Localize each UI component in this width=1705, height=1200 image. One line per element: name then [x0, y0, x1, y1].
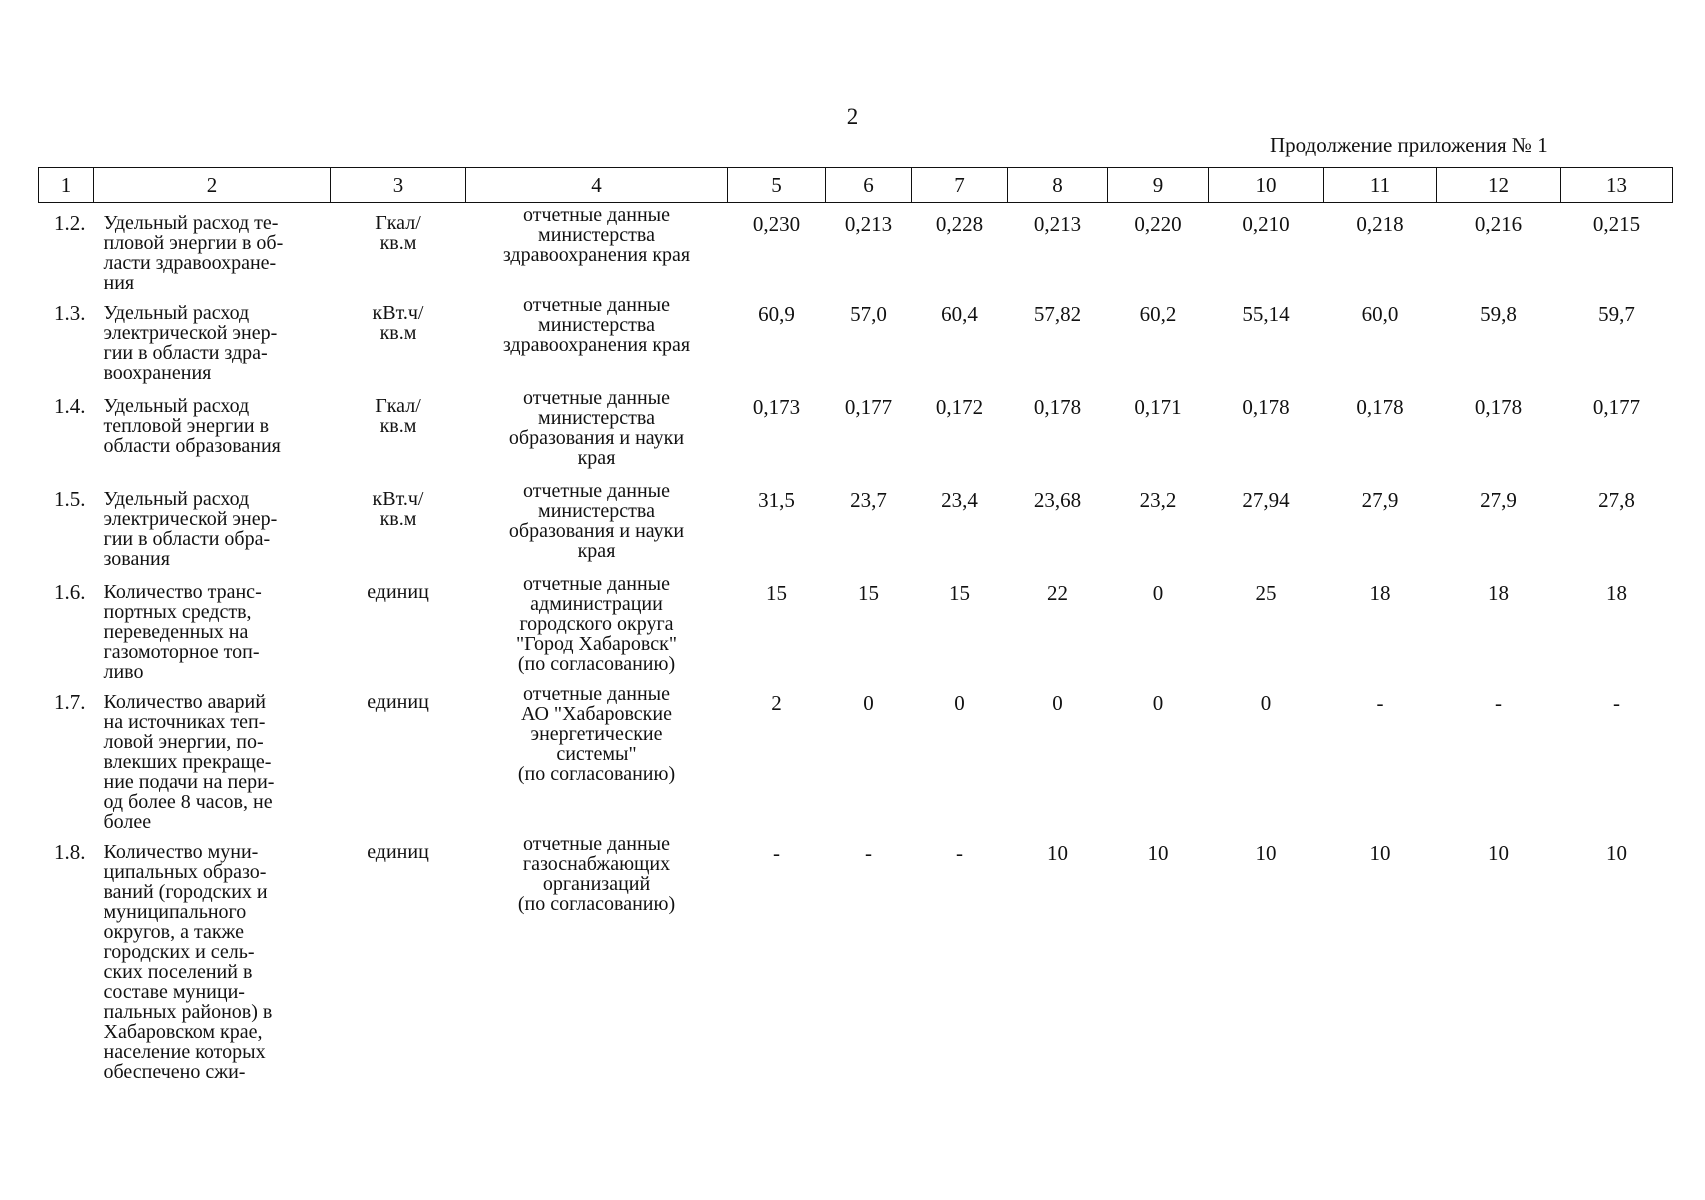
value-col-5: 15	[766, 581, 787, 605]
indicator-name: Количество аварий на источниках теп- ловой энергии, по- влекших прекраще- ние подачи на пери- од более 8 часов, не более	[103, 691, 275, 833]
value-col-10: 25	[1255, 581, 1277, 605]
appendix-note: Продолжение приложения № 1	[1270, 133, 1548, 157]
data-source: отчетные данные газоснабжающих организаций (по согласованию)	[517, 833, 676, 915]
value-col-6: 23,7	[850, 488, 887, 512]
indicator-table-grid	[38, 167, 1673, 1082]
unit-of-measure: единиц	[367, 841, 429, 863]
value-col-6: -	[865, 841, 872, 865]
value-col-13: 18	[1606, 581, 1627, 605]
value-col-13: -	[1613, 691, 1620, 715]
value-col-8: 0,213	[1033, 212, 1082, 236]
value-col-8: 0,178	[1033, 395, 1082, 419]
header-col-3: 3	[331, 168, 466, 203]
table-row	[39, 832, 1673, 1082]
row-number: 1.8.	[54, 840, 86, 864]
row-number: 1.6.	[54, 580, 86, 604]
value-col-13: 10	[1606, 841, 1627, 865]
data-source: отчетные данные министерства образования и науки края	[508, 480, 685, 562]
value-col-9: 0,171	[1134, 395, 1182, 419]
value-col-11: 0,178	[1356, 395, 1404, 419]
header-col-8: 8	[1008, 168, 1108, 203]
data-source: отчетные данные АО "Хабаровские энергетические системы" (по согласованию)	[517, 683, 676, 785]
value-col-6: 0,177	[844, 395, 893, 419]
unit-of-measure: Гкал/ кв.м	[375, 395, 421, 437]
data-source: отчетные данные министерства образования и науки края	[508, 387, 685, 469]
value-col-6: 15	[858, 581, 879, 605]
value-col-12: 59,8	[1480, 302, 1517, 326]
row-number: 1.7.	[54, 690, 86, 714]
value-col-12: 18	[1488, 581, 1509, 605]
header-col-4: 4	[466, 168, 728, 203]
value-col-9: 0	[1152, 691, 1164, 715]
header-col-5: 5	[728, 168, 826, 203]
unit-of-measure: единиц	[367, 581, 429, 603]
value-col-12: 0,216	[1474, 212, 1523, 236]
value-col-12: 0,178	[1474, 395, 1523, 419]
unit-of-measure: Гкал/ кв.м	[375, 212, 421, 254]
unit-of-measure: кВт.ч/ кв.м	[372, 302, 424, 344]
value-col-8: 0	[1052, 691, 1063, 715]
value-col-5: 0,173	[752, 395, 801, 419]
value-col-8: 57,82	[1033, 302, 1082, 326]
value-col-13: 0,215	[1592, 212, 1641, 236]
header-row	[39, 168, 1673, 203]
value-col-9: 0,220	[1134, 212, 1182, 236]
unit-of-measure: единиц	[367, 691, 429, 713]
indicator-name: Удельный расход электрической энер- гии в области обра- зования	[103, 488, 278, 570]
value-col-10: 0	[1260, 691, 1272, 715]
value-col-5: 2	[771, 691, 782, 715]
page-number: 2	[846, 104, 859, 129]
indicator-name: Удельный расход те- пловой энергии в об- ласти здравоохране- ния	[103, 212, 284, 294]
value-col-10: 27,94	[1242, 488, 1290, 512]
value-col-7: 0	[954, 691, 965, 715]
value-col-8: 10	[1047, 841, 1068, 865]
header-col-2: 2	[94, 168, 331, 203]
indicator-name: Количество транс- портных средств, переведенных на газомоторное топ- ливо	[103, 581, 262, 683]
header-col-9: 9	[1108, 168, 1209, 203]
table-row	[39, 479, 1673, 572]
value-col-10: 55,14	[1242, 302, 1290, 326]
header-col-10: 10	[1209, 168, 1324, 203]
value-col-7: -	[956, 841, 963, 865]
value-col-5: 60,9	[758, 302, 795, 326]
value-col-13: 27,8	[1598, 488, 1635, 512]
row-number: 1.2.	[54, 211, 86, 235]
value-col-11: 18	[1369, 581, 1391, 605]
indicator-table	[38, 167, 1672, 1082]
value-col-5: -	[773, 841, 780, 865]
indicator-name: Количество муни- ципальных образо- ваний (городских и муниципального округов, а также городских и сель- ских поселений в составе муници- пальных районов) в Хабаровском крае, население которых обеспечено сжи-	[103, 841, 273, 1083]
header-col-12: 12	[1437, 168, 1561, 203]
table-row	[39, 682, 1673, 832]
value-col-7: 0,228	[935, 212, 984, 236]
header-col-1: 1	[39, 168, 94, 203]
value-col-10: 0,210	[1242, 212, 1290, 236]
value-col-12: 10	[1488, 841, 1509, 865]
value-col-11: 60,0	[1361, 302, 1399, 326]
row-number: 1.5.	[54, 487, 86, 511]
value-col-12: 27,9	[1480, 488, 1517, 512]
value-col-7: 60,4	[941, 302, 978, 326]
value-col-10: 10	[1255, 841, 1277, 865]
value-col-8: 23,68	[1033, 488, 1082, 512]
value-col-10: 0,178	[1242, 395, 1290, 419]
table-body	[39, 203, 1673, 1083]
table-row	[39, 293, 1673, 386]
header-col-6: 6	[826, 168, 912, 203]
value-col-13: 0,177	[1592, 395, 1641, 419]
value-col-11: 0,218	[1356, 212, 1404, 236]
value-col-11: -	[1376, 691, 1384, 715]
value-col-13: 59,7	[1598, 302, 1635, 326]
header-col-7: 7	[912, 168, 1008, 203]
table-row	[39, 203, 1673, 294]
table-row	[39, 572, 1673, 682]
header-col-11: 11	[1324, 168, 1437, 203]
value-col-11: 10	[1369, 841, 1391, 865]
header-col-13: 13	[1561, 168, 1673, 203]
value-col-11: 27,9	[1361, 488, 1399, 512]
table-row	[39, 386, 1673, 479]
value-col-5: 0,230	[752, 212, 801, 236]
value-col-12: -	[1495, 691, 1502, 715]
value-col-7: 23,4	[941, 488, 978, 512]
indicator-name: Удельный расход электрической энер- гии в области здра- воохранения	[103, 302, 278, 384]
value-col-7: 0,172	[935, 395, 984, 419]
value-col-9: 60,2	[1139, 302, 1177, 326]
value-col-9: 10	[1147, 841, 1169, 865]
value-col-8: 22	[1047, 581, 1068, 605]
data-source: отчетные данные министерства здравоохранения края	[502, 294, 691, 356]
value-col-5: 31,5	[758, 488, 795, 512]
value-col-7: 15	[949, 581, 970, 605]
indicator-name: Удельный расход тепловой энергии в области образования	[103, 395, 281, 457]
row-number: 1.3.	[54, 301, 86, 325]
data-source: отчетные данные администрации городского округа "Город Хабаровск" (по согласованию)	[515, 573, 678, 675]
data-source: отчетные данные министерства здравоохранения края	[502, 204, 691, 266]
value-col-6: 57,0	[850, 302, 887, 326]
value-col-9: 0	[1152, 581, 1164, 605]
value-col-9: 23,2	[1139, 488, 1177, 512]
value-col-6: 0,213	[844, 212, 893, 236]
value-col-6: 0	[863, 691, 874, 715]
row-number: 1.4.	[54, 394, 86, 418]
unit-of-measure: кВт.ч/ кв.м	[372, 488, 424, 530]
